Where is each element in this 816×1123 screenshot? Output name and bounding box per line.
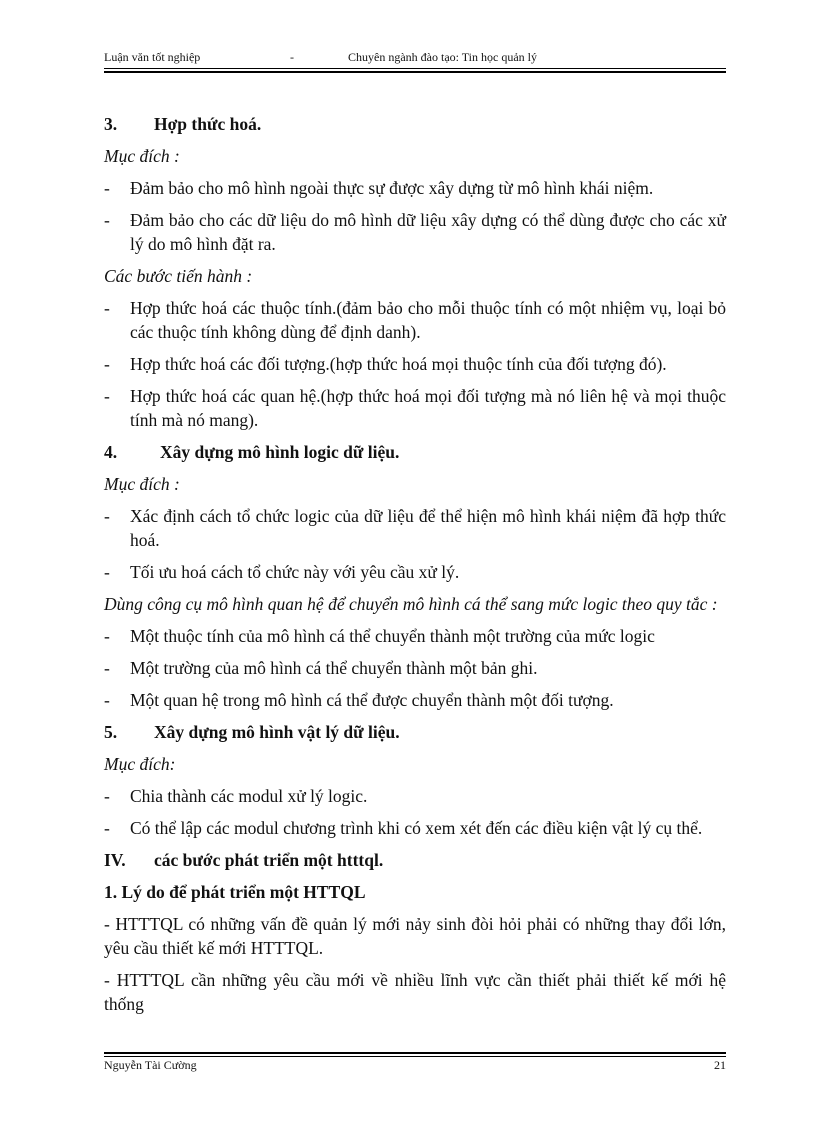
section-5-purpose-label: Mục đích: <box>104 754 176 774</box>
footer-rule <box>104 1052 726 1057</box>
paragraph: - HTTTQL có những vấn đề quản lý mới nảy sinh đòi hỏi phải có những thay đổi lớn, yêu cầu thiết kế mới HTTTQL. <box>104 914 726 958</box>
section-IV-number: IV. <box>104 850 126 870</box>
header-thesis-label: Luận văn tốt nghiệp <box>104 50 201 64</box>
list-item: - Một trường của mô hình cá thể chuyển thành một bản ghi. <box>104 658 538 678</box>
section-4-rules-label: Dùng công cụ mô hình quan hệ để chuyển mô hình cá thể sang mức logic theo quy tắc : <box>104 594 718 614</box>
page-footer <box>104 1058 726 1073</box>
header-separator: - <box>290 50 294 64</box>
list-item: - Tối ưu hoá cách tổ chức này với yêu cầu xử lý. <box>104 562 460 582</box>
section-4-heading <box>104 440 726 464</box>
section-4-number: 4. <box>104 442 118 462</box>
list-item: - Xác định cách tổ chức logic của dữ liệu để thể hiện mô hình khái niệm đã hợp thức hoá. <box>104 506 726 550</box>
page-number: 21 <box>714 1058 726 1072</box>
list-item: - Hợp thức hoá các quan hệ.(hợp thức hoá mọi đối tượng mà nó liên hệ và mọi thuộc tính mà nó mang). <box>104 386 726 430</box>
section-4-purpose-label: Mục đích : <box>104 474 180 494</box>
paragraph: - HTTTQL cần những yêu cầu mới về nhiều lĩnh vực cần thiết phải thiết kế mới hệ thống <box>104 970 726 1014</box>
section-3-purpose-label: Mục đích : <box>104 146 180 166</box>
list-item: - Một thuộc tính của mô hình cá thể chuyển thành một trường của mức logic <box>104 626 655 646</box>
list-item: - Một quan hệ trong mô hình cá thể được chuyển thành một đối tượng. <box>104 690 614 710</box>
header-major-label: Chuyên ngành đào tạo: Tin học quản lý <box>348 50 537 64</box>
list-item: - Có thể lập các modul chương trình khi có xem xét đến các điều kiện vật lý cụ thể. <box>104 818 703 838</box>
section-5-number: 5. <box>104 722 118 742</box>
header-rule <box>104 68 726 73</box>
subsection-1-heading: 1. Lý do để phát triển một HTTQL <box>104 882 366 902</box>
section-3-heading <box>104 112 726 136</box>
footer-author: Nguyễn Tài Cường <box>104 1058 197 1072</box>
list-item: - Đảm bảo cho mô hình ngoài thực sự được xây dựng từ mô hình khái niệm. <box>104 178 654 198</box>
list-item: - Hợp thức hoá các thuộc tính.(đảm bảo cho mỗi thuộc tính có một nhiệm vụ, loại bỏ các thuộc tính không dùng để định danh). <box>104 298 726 342</box>
section-IV-heading <box>104 848 726 872</box>
list-item: - Đảm bảo cho các dữ liệu do mô hình dữ liệu xây dựng có thể dùng được cho các xử lý do mô hình đặt ra. <box>104 210 726 254</box>
list-item: - Chia thành các modul xử lý logic. <box>104 786 368 806</box>
section-4-title: Xây dựng mô hình logic dữ liệu. <box>160 442 400 462</box>
section-5-heading <box>104 720 726 744</box>
document-body <box>104 112 726 1016</box>
list-item: - Hợp thức hoá các đối tượng.(hợp thức hoá mọi thuộc tính của đối tượng đó). <box>104 354 667 374</box>
section-IV-title: các bước phát triển một htttql. <box>154 850 384 870</box>
page-header <box>104 50 726 70</box>
section-5-title: Xây dựng mô hình vật lý dữ liệu. <box>154 722 400 742</box>
section-3-title: Hợp thức hoá. <box>154 114 262 134</box>
section-3-steps-label: Các bước tiến hành : <box>104 266 253 286</box>
section-3-number: 3. <box>104 114 118 134</box>
